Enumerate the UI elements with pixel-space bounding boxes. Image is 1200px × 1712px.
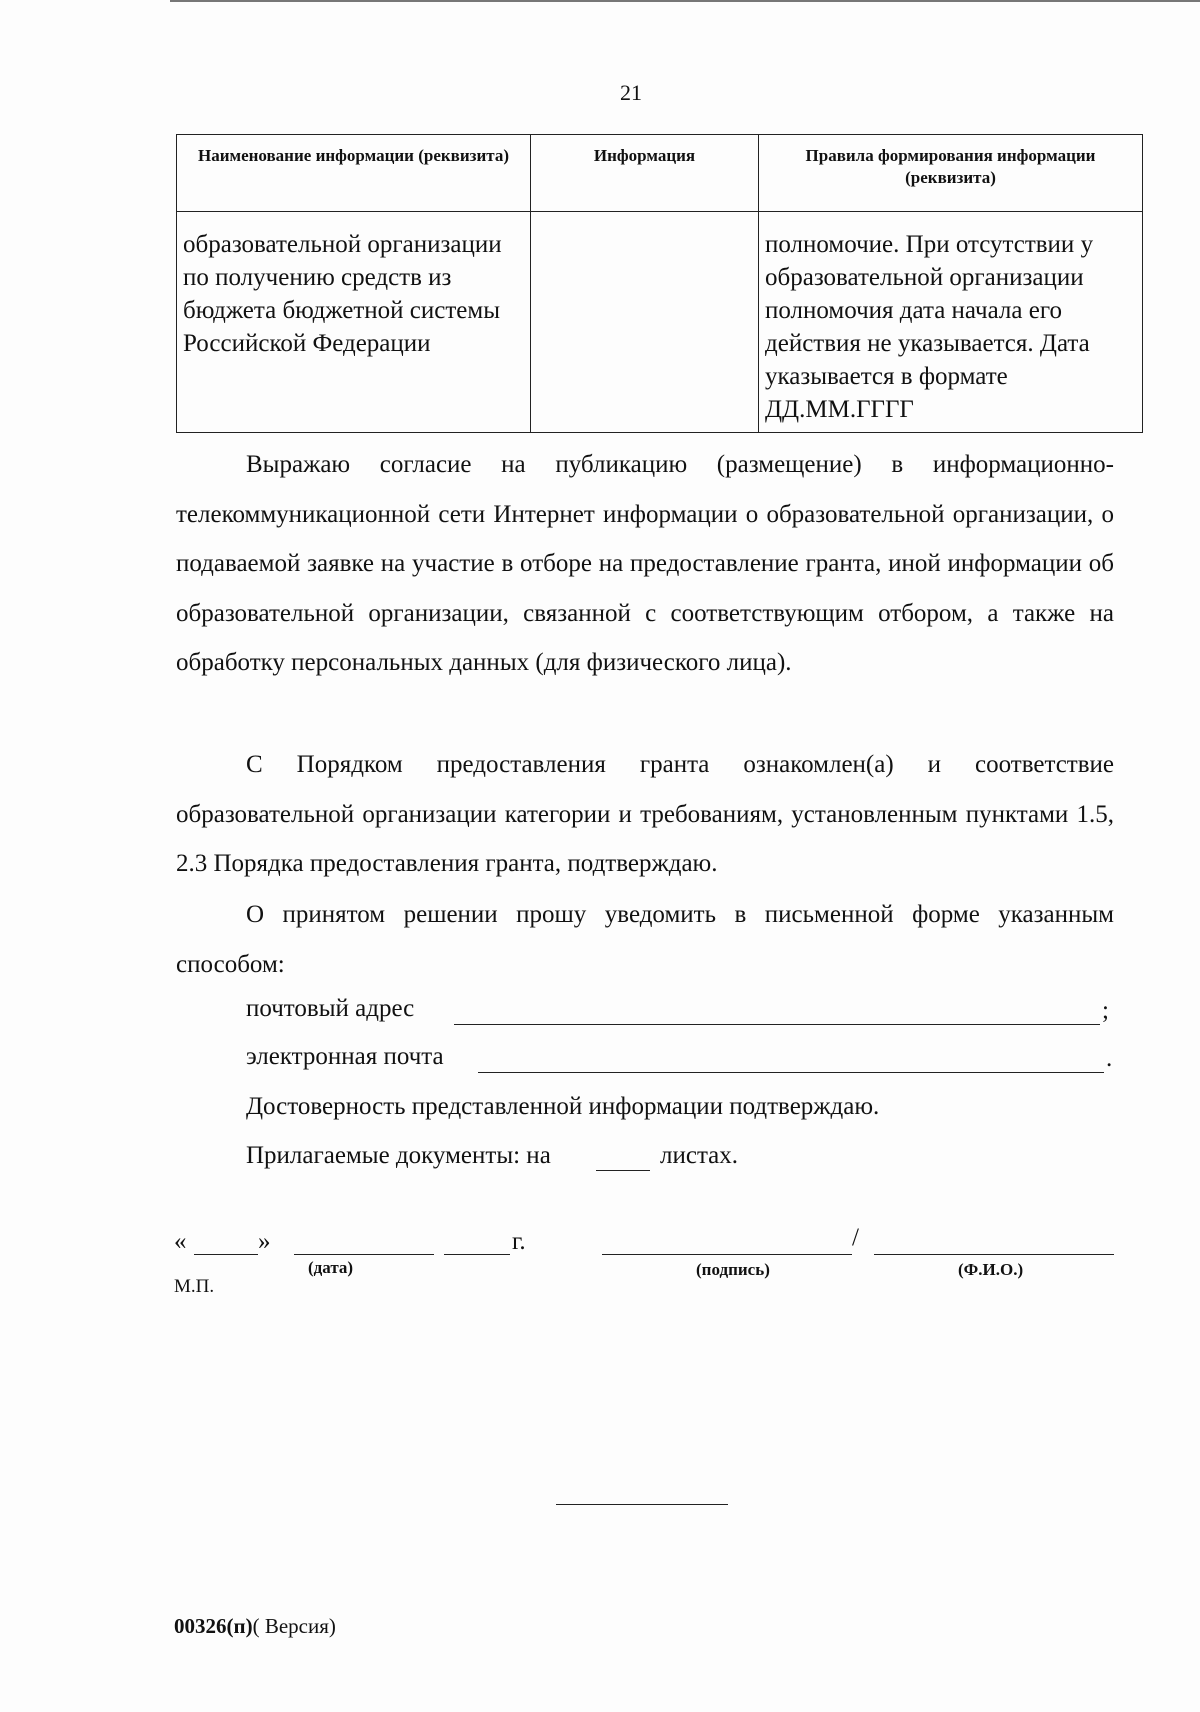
- fio-field[interactable]: [874, 1254, 1114, 1255]
- signature-caption: (подпись): [696, 1260, 770, 1279]
- consent-paragraph: Выражаю согласие на публикацию (размещение) в информационно-телекоммуникационной сети Интернет информации о образовательной организации, о подаваемой заявке на участие в отборе на предоставление гранта, иной информации об образовательной организации, связанной с соответствующим отбором, а также на обработку персональных данных (для физического лица).: [176, 451, 1114, 676]
- attached-documents-suffix: листах.: [660, 1142, 739, 1169]
- email-end: .: [1106, 1045, 1113, 1072]
- procedure-paragraph: С Порядком предоставления гранта ознакомлен(а) и соответствие образовательной организации категории и требованиям, установленным пунктами 1.5, 2.3 Порядка предоставления гранта, подтверждаю.: [176, 751, 1114, 877]
- signature-slash: /: [852, 1224, 859, 1251]
- date-quote-open: «: [174, 1228, 187, 1255]
- requisites-table: [176, 134, 1143, 433]
- header-information: Информация: [531, 135, 759, 212]
- email-field[interactable]: [478, 1072, 1104, 1073]
- footer-version: ( Версия): [252, 1614, 336, 1638]
- header-formation-rules: Правила формирования информации (реквизита): [759, 135, 1143, 212]
- table-row: [177, 212, 1143, 433]
- reliability-statement: Достоверность представленной информации подтверждаю.: [246, 1093, 880, 1120]
- header-requisite-name: Наименование информации (реквизита): [177, 135, 531, 212]
- top-border-line: [170, 0, 1200, 2]
- stamp-placeholder: М.П.: [174, 1276, 215, 1297]
- footer-code: 00326(п): [174, 1614, 253, 1638]
- year-suffix: г.: [512, 1228, 526, 1255]
- cell-formation-rules: полномочие. При отсутствии у образовательной организации полномочия дата начала его действия не указывается. Дата указывается в формате ДД.ММ.ГГГГ: [759, 212, 1143, 433]
- month-field[interactable]: [294, 1254, 434, 1255]
- attached-documents-prefix: Прилагаемые документы: на: [246, 1142, 551, 1169]
- year-field[interactable]: [444, 1254, 510, 1255]
- signature-field[interactable]: [602, 1254, 852, 1255]
- cell-information: [531, 212, 759, 433]
- fio-caption: (Ф.И.О.): [958, 1260, 1024, 1279]
- notify-paragraph: О принятом решении прошу уведомить в письменной форме указанным способом:: [176, 901, 1114, 978]
- page-number: 21: [620, 80, 642, 105]
- postal-address-field[interactable]: [454, 1024, 1100, 1025]
- date-caption: (дата): [308, 1258, 354, 1277]
- table-header-row: [177, 135, 1143, 212]
- end-separator-line: [556, 1504, 728, 1505]
- postal-address-label: почтовый адрес: [246, 995, 415, 1022]
- day-field[interactable]: [194, 1254, 258, 1255]
- cell-requisite-name: образовательной организации по получению средств из бюджета бюджетной системы Российской Федерации: [177, 212, 531, 433]
- email-label: электронная почта: [246, 1043, 444, 1070]
- postal-address-end: ;: [1102, 997, 1109, 1024]
- date-quote-close: »: [258, 1228, 271, 1255]
- attached-sheets-count-field[interactable]: [596, 1170, 650, 1171]
- footer-document-code: [174, 1614, 336, 1639]
